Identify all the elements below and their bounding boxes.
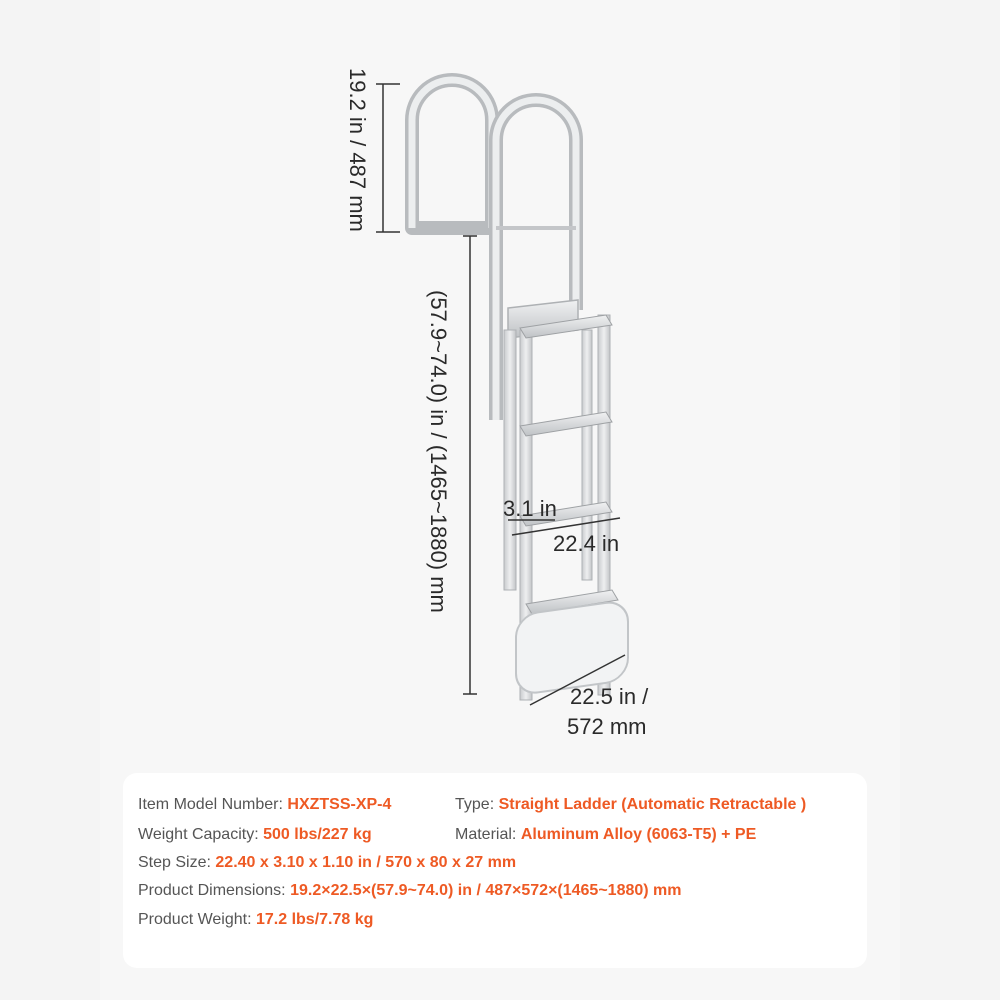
spec-material xyxy=(455,826,756,844)
spec-capacity xyxy=(138,826,372,844)
spec-model xyxy=(138,796,391,814)
spec-label: Material: xyxy=(455,826,517,843)
spec-weight xyxy=(138,911,373,929)
spec-label: Weight Capacity: xyxy=(138,826,259,843)
spec-value: Straight Ladder (Automatic Retractable ) xyxy=(498,796,807,813)
handle-height-label: 19.2 in / 487 mm xyxy=(345,68,370,232)
spec-value: 500 lbs/227 kg xyxy=(263,826,372,843)
spec-step-size xyxy=(138,854,516,872)
spec-type xyxy=(455,796,806,814)
step-width-label: 22.4 in xyxy=(553,531,620,556)
spec-dimensions xyxy=(138,882,682,900)
spec-value: 19.2×22.5×(57.9~74.0) in / 487×572×(1465~1880) mm xyxy=(290,882,682,899)
ladder-float xyxy=(516,600,628,696)
base-width-label-line2: 572 mm xyxy=(567,714,647,739)
spec-value: 22.40 x 3.10 x 1.10 in / 570 x 80 x 27 mm xyxy=(215,854,517,871)
spec-label: Item Model Number: xyxy=(138,796,283,813)
step-depth-label: 3.1 in xyxy=(503,496,557,521)
spec-label: Type: xyxy=(455,796,495,813)
spec-value: Aluminum Alloy (6063-T5) + PE xyxy=(520,826,757,843)
spec-value: HXZTSS-XP-4 xyxy=(287,796,392,813)
spec-label: Step Size: xyxy=(138,854,211,871)
ladder-height-label: (57.9~74.0) in / (1465~1880) mm xyxy=(426,290,451,613)
left-handle xyxy=(412,80,492,228)
spec-value: 17.2 lbs/7.78 kg xyxy=(256,911,374,928)
spec-label: Product Dimensions: xyxy=(138,882,286,899)
base-width-label-line1: 22.5 in / xyxy=(570,684,649,709)
spec-label: Product Weight: xyxy=(138,911,252,928)
